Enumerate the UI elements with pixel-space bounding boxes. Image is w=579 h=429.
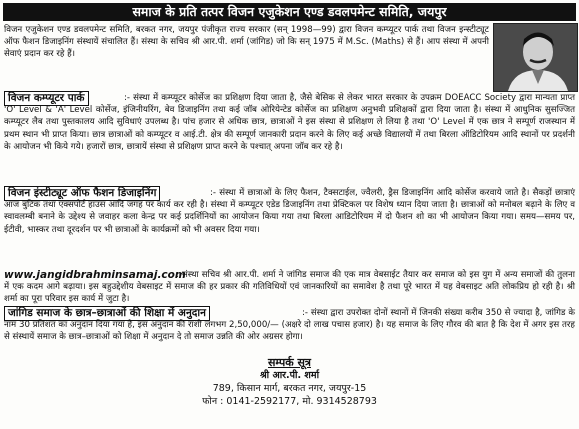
website-paragraph: :-संस्था सचिव श्री आर.पी. शर्मा ने जांगिड समाज की एक मात्र वेबसाईट तैयार कर समाज को इस युग में अन्य समाजों की तुलना में एक कदम आगे बढ़ाया। इस बहुउद्देशीय वेबसाइट में समाज की हर प्रकार की गतिविधियों एवं जानकारियों का समावेश है तथा पूरे भारत में यह वेबसाइट अति लोकप्रिय हो रही है। श्री शर्मा का पूरा परिवार इस कार्य में जुटा है।: [4, 270, 575, 305]
contact-block: [0, 356, 579, 408]
fashion-paragraph: :- संस्था में छात्राओं के लिए फैशन, टैक्सटाईल, ज्वैलरी, ड्रैस डिजाइनिंग आदि कोर्सेज करवाये जाते है। सैकड़ों छात्राएं आज बुटिक तथा एक्सपोर्ट हाउस आदि जगह पर कार्य कर रही है। संस्था में कम्प्यूटर एडेड डिजाइनिंग तथा प्रेक्टिकल पर विशेष ध्यान दिया जाता है। छात्राओं को मनोबल बढ़ाने के लिए व स्वावलम्बी बनाने के उद्देश्य से जवाहर कला केन्द्र पर कई प्रदर्शिनियों का आयोजन किया गया तथा बिरला आडिटोरियम में दो फैशन शो का भी आयोजन किया गया। समय—समय पर, ईटीवी, भास्कर तथा दूरदर्शन पर भी छात्राओं के कार्यक्रमों को भी अवसर दिया गया।: [4, 188, 575, 235]
grant-heading: जांगिड समाज के छात्र–छात्राओं की शिक्षा में अनुदान: [4, 306, 210, 321]
page-title: समाज के प्रति तत्पर विजन एजुकेशन एण्ड डवलपमेन्ट समिति, जयपुर: [3, 3, 576, 21]
grant-paragraph: :- संस्था द्वारा उपरोक्त दोनों स्थानों में जिनकी संख्या करीब 350 से ज्यादा है, जांगिड के नाम 30 प्रतिशत का अनुदान दिया गया है, इस अनुदान की राशी लगभग 2,50,000/— (अक्षरे दो लाख पचास हजार) है। यह समाज के लिए गौरव की बात है कि देश में अगर इस तरह से संस्थायें समाज के छात्र–छात्राओं को शिक्षा में अनुदान दे तो समाज उन्नति की ओर अग्रसर होगा।: [4, 308, 575, 343]
contact-phone: फोन : 0141-2592177, मो. 9314528793: [202, 396, 377, 407]
portrait-photo: [493, 23, 578, 92]
contact-address: 789, किसान मार्ग, बरकत नगर, जयपुर-15: [212, 383, 367, 394]
contact-heading: सम्पर्क सूत्र: [268, 356, 311, 369]
fashion-heading: विजन इंस्टीट्यूट ऑफ फैशन डिजाइनिंग: [4, 186, 160, 201]
portrait-image: [494, 24, 577, 91]
computer-park-paragraph: :- संस्था में कम्प्यूटर कोर्सेज का प्रशिक्षण दिया जाता है, जैसे बेसिक से लेकर भारत सरकार के उपक्रम DOEACC Society द्वारा मान्यता प्राप्त 'O' Level & 'A' Level कोर्सेज, इंजिनीयरिंग, बेव डिजाइनिंग तथा कई जॉब ओरियेन्टेड कोर्सेज का प्रशिक्षण अनुभवी प्रशिक्षकों द्वारा दिया जाता है। संस्था में आधुनिक सुसज्जित कम्प्यूटर लैब तथा पुस्तकालय आदि सुविधाएं उपलब्ध है। पांच हजार से अधिक छात्र, छात्राओं ने इस संस्था से प्रशिक्षण ले लिया है तथा 'O' Level में एक छात्र ने सम्पूर्ण राजस्थान में प्रथम स्थान भी प्राप्त किया। छात्र छात्राओं को कम्प्यूटर व आई.टी. क्षेत्र की सम्पूर्ण जानकारी प्रदान करने के लिए कई अच्छे विद्यालयों में तथा बिरला ऑडिटोरियम आदि स्थानों पर प्रदर्शनी के आयोजन भी किये गये। हजारों छात्र, छात्रायें संस्था से प्रशिक्षण प्राप्त करने के पश्चात् अपना जॉब कर रहे है।: [4, 93, 575, 152]
website-url: www.jangidbrahminsamaj.com: [4, 269, 186, 281]
contact-name: श्री आर.पी. शर्मा: [259, 370, 320, 381]
computer-park-heading: विजन कम्प्यूटर पार्क: [4, 91, 89, 106]
intro-paragraph: विजन एजुकेशन एण्ड डवलपमेन्ट समिति, बरकत नगर, जयपुर पंजीकृत राज्य सरकार (सन् 1998—99) द्वारा विजन कम्प्यूटर पार्क तथा विजन इन्स्टीट्यूट ऑफ फैशन डिजाइनिंग संस्थायें संचालित हैं। संस्था के सचिव श्री आर.पी. शर्मा (जांगिड) जो कि सन् 1975 में M.Sc. (Maths) से हैं। आप संस्था में अपनी सेवाएं प्रदान कर रहे हैं।: [4, 25, 489, 60]
